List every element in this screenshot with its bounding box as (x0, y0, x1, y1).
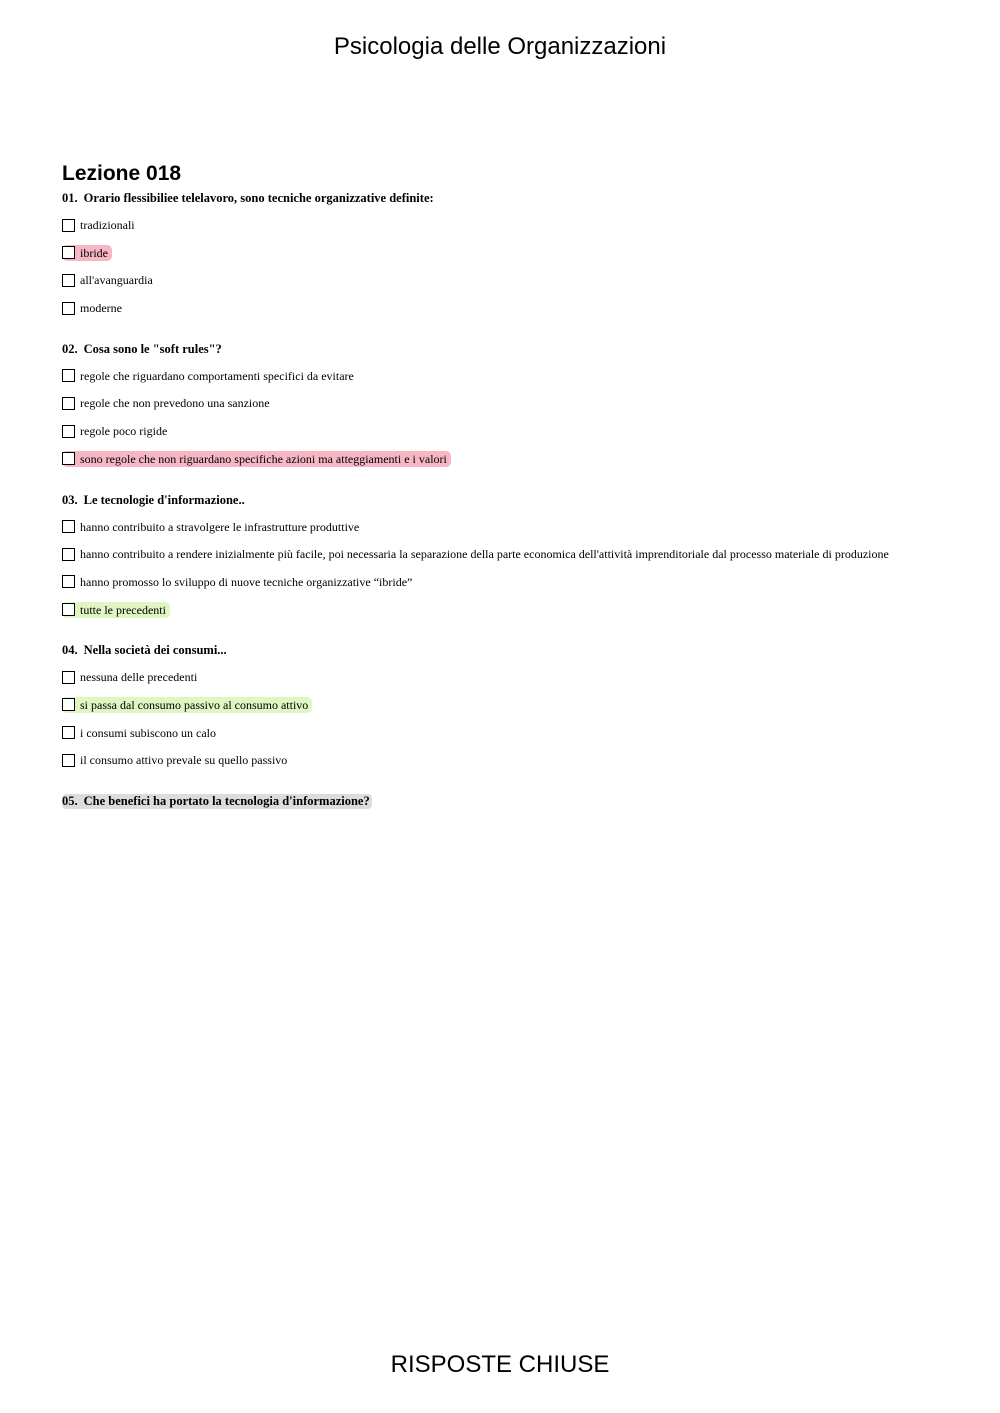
answer-label: hanno contribuito a rendere inizialmente più facile, poi necessaria la separazione della parte economica dell'attività imprenditoriale dal processo materiale di produzione (80, 547, 889, 562)
answer-label: regole che riguardano comportamenti specifici da evitare (80, 368, 354, 383)
answer-option[interactable] (62, 572, 962, 592)
answer-label: regole poco rigide (80, 424, 168, 439)
answer-label: regole che non prevedono una sanzione (80, 396, 270, 411)
correct-answer-highlight (62, 697, 312, 713)
question-text (62, 340, 962, 358)
answer-label: nessuna delle precedenti (80, 670, 198, 685)
answer-label: hanno contribuito a stravolgere le infrastrutture produttive (80, 519, 360, 534)
question-number: 03. (62, 492, 78, 507)
answer-option[interactable] (62, 393, 962, 413)
question-text (62, 189, 962, 207)
question-01 (62, 189, 962, 318)
checkbox[interactable] (62, 603, 75, 616)
answer-label: tutte le precedenti (80, 602, 166, 617)
question-number: 01. (62, 191, 78, 205)
answer-label: ibride (80, 245, 108, 260)
answer-option[interactable] (62, 695, 962, 715)
answer-option[interactable] (62, 544, 962, 564)
checkbox[interactable] (62, 425, 75, 438)
wrong-answer-highlight (62, 451, 451, 467)
answer-option[interactable] (62, 366, 962, 386)
checkbox[interactable] (62, 698, 75, 711)
question-spacer (62, 326, 962, 340)
checkbox[interactable] (62, 369, 75, 382)
answer-option[interactable] (62, 517, 962, 537)
question-text (62, 792, 962, 810)
checkbox[interactable] (62, 754, 75, 767)
question-label: Nella società dei consumi... (83, 643, 227, 658)
answer-option[interactable] (62, 750, 962, 770)
answer-option[interactable] (62, 667, 962, 687)
question-02 (62, 340, 962, 469)
answer-option[interactable] (62, 270, 962, 290)
answer-option[interactable] (62, 600, 962, 620)
question-text (62, 641, 962, 659)
checkbox[interactable] (62, 246, 75, 259)
checkbox[interactable] (62, 452, 75, 465)
answer-label: tradizionali (80, 218, 135, 232)
question-label: Cosa sono le "soft rules"? (83, 341, 222, 356)
checkbox[interactable] (62, 548, 75, 561)
question-04 (62, 641, 962, 770)
answer-label: hanno promosso lo sviluppo di nuove tecniche organizzative “ibride” (80, 574, 413, 589)
question-05 (62, 792, 962, 810)
answer-option[interactable] (62, 298, 962, 318)
page-title: Psicologia delle Organizzazioni (333, 33, 667, 60)
answer-option[interactable] (62, 243, 962, 263)
question-text (62, 491, 962, 509)
checkbox[interactable] (62, 520, 75, 533)
question-label: Orario flessibiliee telelavoro, sono tecniche organizzative definite: (83, 191, 434, 205)
question-03 (62, 491, 962, 620)
footer-title: RISPOSTE CHIUSE (390, 1351, 610, 1378)
quiz-content (62, 160, 962, 818)
answer-label: moderne (80, 301, 122, 316)
question-spacer (62, 477, 962, 491)
answer-label: i consumi subiscono un calo (80, 725, 216, 740)
checkbox[interactable] (62, 575, 75, 588)
checkbox[interactable] (62, 219, 75, 232)
answer-label: il consumo attivo prevale su quello passivo (80, 753, 288, 768)
question-label: Che benefici ha portato la tecnologia d'informazione? (83, 794, 370, 808)
answer-label: sono regole che non riguardano specifiche azioni ma atteggiamenti e i valori (80, 451, 447, 466)
checkbox[interactable] (62, 726, 75, 739)
checkbox[interactable] (62, 671, 75, 684)
question-number: 02. (62, 341, 78, 356)
open-question-highlight (62, 794, 372, 809)
lesson-title: Lezione 018 (62, 162, 182, 185)
answer-option[interactable] (62, 215, 962, 235)
answer-option[interactable] (62, 421, 962, 441)
checkbox[interactable] (62, 302, 75, 315)
checkbox[interactable] (62, 397, 75, 410)
answer-option[interactable] (62, 723, 962, 743)
question-label: Le tecnologie d'informazione.. (83, 492, 245, 507)
question-number: 05. (62, 794, 78, 808)
answer-label: si passa dal consumo passivo al consumo attivo (80, 697, 309, 712)
question-number: 04. (62, 643, 78, 658)
correct-answer-highlight (62, 602, 170, 618)
checkbox[interactable] (62, 274, 75, 287)
answer-option[interactable] (62, 449, 962, 469)
wrong-answer-highlight (62, 245, 112, 261)
answer-label: all'avanguardia (80, 273, 153, 288)
question-spacer (62, 778, 962, 792)
question-spacer (62, 627, 962, 641)
